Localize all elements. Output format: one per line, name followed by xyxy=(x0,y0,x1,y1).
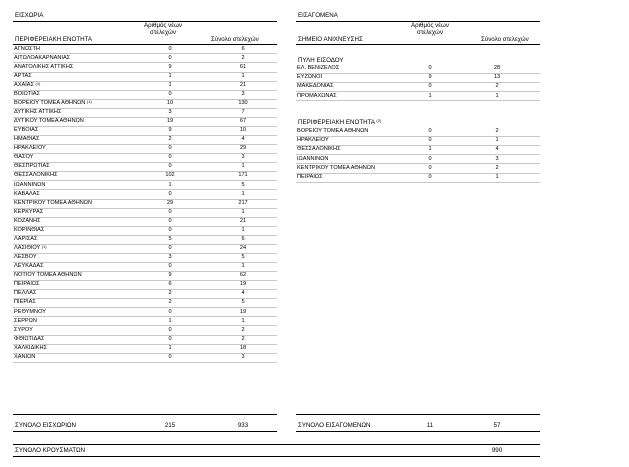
right-group1-row-name xyxy=(297,83,334,90)
left-row-new: 9 xyxy=(168,63,172,70)
left-row xyxy=(13,55,277,64)
left-row-total: 1 xyxy=(241,317,245,324)
right-group1-row xyxy=(296,83,540,92)
left-row-new: 0 xyxy=(168,353,172,360)
left-row-total: 6 xyxy=(241,45,245,52)
left-row-name xyxy=(14,172,58,179)
left-col-total-header: Σύνολο στελεχών xyxy=(211,36,259,43)
left-row-new: 1 xyxy=(168,72,172,79)
left-row-total: 7 xyxy=(241,108,245,115)
right-group2-row-total: 2 xyxy=(495,164,499,171)
left-row-name-text: ΒΟΡΕΙΟΥ ΤΟΜΕΑ ΑΘΗΝΩΝ xyxy=(14,99,86,106)
left-row xyxy=(13,136,277,145)
left-row-footnote: (1) xyxy=(41,244,47,250)
left-row-total: 3 xyxy=(241,154,245,161)
right-group1-row xyxy=(296,65,540,74)
right-total-label: ΣΥΝΟΛΟ ΕΙΣΑΓΟΜΕΝΩΝ xyxy=(298,422,371,429)
right-group2-row-total: 3 xyxy=(495,155,499,162)
left-row-new: 0 xyxy=(168,308,172,315)
right-group2-title xyxy=(298,119,381,126)
left-row-name-text: ΘΑΣΟΥ xyxy=(14,154,34,161)
left-row-name-text: ΑΝΑΤΟΛΙΚΗΣ ΑΤΤΙΚΗΣ xyxy=(14,63,74,70)
left-row-total: 4 xyxy=(241,136,245,143)
right-group1-row-total: 2 xyxy=(495,83,499,90)
left-row xyxy=(13,154,277,163)
left-row-name-text: ΒΟΙΩΤΙΑΣ xyxy=(14,90,40,97)
right-total-bottomline xyxy=(296,431,540,432)
left-row-name xyxy=(14,46,40,53)
left-row xyxy=(13,200,277,209)
right-group2-row-name-text: ΠΕΙΡΑΙΩΣ xyxy=(297,174,323,180)
left-row-name xyxy=(14,64,73,71)
left-row-new: 0 xyxy=(168,208,172,215)
left-row-total: 18 xyxy=(239,344,247,351)
grand-total-value: 990 xyxy=(491,447,503,454)
left-row-name xyxy=(14,254,37,261)
left-row-name xyxy=(14,91,40,98)
left-row xyxy=(13,272,277,281)
right-group2-row-name-text: ΙΩΑΝΝΙΝΩΝ xyxy=(297,155,329,162)
left-row xyxy=(13,345,277,354)
right-group2-row-new: 0 xyxy=(428,155,432,162)
left-row-total: 19 xyxy=(239,308,247,315)
left-row-name-text: ΑΓΝΩΣΤΗ xyxy=(14,45,40,52)
right-group1-row-name-text: ΜΑΚΕΔΟΝΙΑΣ xyxy=(297,83,334,90)
left-row-total: 1 xyxy=(241,72,245,79)
left-row-name-text: ΘΕΣΣΑΛΟΝΙΚΗΣ xyxy=(14,172,58,179)
left-row-name-text: ΝΟΤΙΟΥ ΤΟΜΕΑ ΑΘΗΝΩΝ xyxy=(14,272,82,279)
left-row-name xyxy=(14,309,46,316)
left-row-new: 1 xyxy=(168,317,172,324)
left-row-total: 2 xyxy=(241,54,245,61)
grand-total-topline xyxy=(13,444,540,445)
left-row-name-text: ΣΥΡΟΥ xyxy=(14,326,33,333)
left-row-name xyxy=(14,145,46,152)
right-group2-row xyxy=(296,146,540,155)
left-row-total: 130 xyxy=(238,99,248,106)
left-row-new: 0 xyxy=(168,145,172,152)
left-row-name-text: ΠΙΕΡΙΑΣ xyxy=(14,299,36,306)
left-row-total: 6 xyxy=(241,235,245,242)
left-row xyxy=(13,254,277,263)
left-row-new: 0 xyxy=(168,326,172,333)
grand-total-bottomline xyxy=(13,456,540,457)
right-group2-row xyxy=(296,156,540,165)
left-row-name xyxy=(14,272,82,279)
left-row-total: 62 xyxy=(239,272,247,279)
left-row-name xyxy=(14,118,84,125)
right-group2-row xyxy=(296,174,540,183)
left-col-new-line2: στελεχών xyxy=(150,29,176,36)
right-group2-row-name xyxy=(297,128,368,135)
left-row-total: 217 xyxy=(238,199,248,206)
left-row xyxy=(13,46,277,55)
left-row-total: 5 xyxy=(241,181,245,188)
left-row-name xyxy=(14,100,92,107)
left-row xyxy=(13,209,277,218)
left-row-total: 1 xyxy=(241,163,245,170)
right-group1-row-new: 1 xyxy=(428,92,432,99)
left-section-title: ΕΙΣΧΩΡΙΑ xyxy=(15,12,44,19)
left-row xyxy=(13,227,277,236)
right-group2-row-name xyxy=(297,156,328,163)
left-row-new: 2 xyxy=(168,290,172,297)
left-row-total: 67 xyxy=(239,118,247,125)
left-row-new: 0 xyxy=(168,335,172,342)
left-row-name xyxy=(14,281,40,288)
left-row-total: 5 xyxy=(241,254,245,261)
left-row-name xyxy=(14,109,61,116)
right-group2-row xyxy=(296,128,540,137)
right-group2-row-total: 1 xyxy=(495,174,499,180)
right-group1-row xyxy=(296,74,540,83)
left-row-name-text: ΛΑΡΙΣΑΣ xyxy=(14,235,38,242)
right-group2-row-name xyxy=(297,146,341,153)
right-group2-row-name-text: ΗΡΑΚΛΕΙΟΥ xyxy=(297,137,329,144)
right-group1-row-total: 13 xyxy=(493,74,501,81)
left-row-name-text: ΣΕΡΡΩΝ xyxy=(14,317,37,324)
left-row xyxy=(13,182,277,191)
left-row-name-text: ΑΙΤΩΛΟΑΚΑΡΝΑΝΙΑΣ xyxy=(14,54,71,61)
left-row-total: 5 xyxy=(241,299,245,306)
right-group2-footnote: (2) xyxy=(376,118,382,123)
left-row xyxy=(13,82,277,91)
left-row-name xyxy=(14,154,33,161)
left-row-name xyxy=(14,227,44,234)
left-row-total: 2 xyxy=(241,335,245,342)
left-row-name xyxy=(14,136,39,143)
left-row-name-text: ΚΕΡΚΥΡΑΣ xyxy=(14,208,44,215)
left-row xyxy=(13,109,277,118)
left-row-name xyxy=(14,200,92,207)
left-row-name xyxy=(14,163,50,170)
right-group1-row-total: 1 xyxy=(495,92,499,99)
left-row-name-text: ΧΑΛΚΙΔΙΚΗΣ xyxy=(14,344,48,351)
left-row-new: 3 xyxy=(168,254,172,261)
left-row xyxy=(13,191,277,200)
right-group2-row-total: 2 xyxy=(495,128,499,134)
grand-total-label: ΣΥΝΟΛΟ ΚΡΟΥΣΜΑΤΩΝ xyxy=(15,447,86,454)
left-row xyxy=(13,163,277,172)
left-row xyxy=(13,236,277,245)
left-row-total: 2 xyxy=(241,326,245,333)
left-row-new: 19 xyxy=(166,118,174,125)
left-total-new: 215 xyxy=(164,422,176,429)
left-row-name xyxy=(14,218,41,225)
left-row-new: 0 xyxy=(168,54,172,61)
left-row-new: 9 xyxy=(168,127,172,134)
left-row-name xyxy=(14,336,44,343)
left-row-total: 29 xyxy=(239,145,247,152)
left-row-total: 21 xyxy=(239,217,247,224)
left-row xyxy=(13,245,277,254)
right-group2-row-name-text: ΘΕΣΣΑΛΟΝΙΚΗΣ xyxy=(297,146,341,153)
left-row-new: 1 xyxy=(168,344,172,351)
left-row xyxy=(13,354,277,363)
left-row-name-text: ΚΟΖΑΝΗΣ xyxy=(14,217,41,224)
left-row-new: 9 xyxy=(168,272,172,279)
right-total-topline xyxy=(296,414,540,415)
left-row-new: 0 xyxy=(168,263,172,270)
left-row-new: 0 xyxy=(168,163,172,170)
right-group2-row-new: 0 xyxy=(428,137,432,144)
right-col-new-line1: Αριθμός νέων xyxy=(411,22,449,29)
left-row-name-text: ΡΕΘΥΜΝΟΥ xyxy=(14,308,46,315)
left-row-new: 29 xyxy=(166,199,174,206)
left-row-name-text: ΛΑΣΙΘΙΟΥ xyxy=(14,245,41,252)
left-row-total: 19 xyxy=(239,281,247,288)
left-row xyxy=(13,327,277,336)
left-row-new: 5 xyxy=(168,235,172,242)
right-group2-row-new: 1 xyxy=(428,146,432,153)
left-row xyxy=(13,118,277,127)
left-row xyxy=(13,336,277,345)
left-row-new: 2 xyxy=(168,136,172,143)
left-row-name xyxy=(14,318,37,325)
left-total-label: ΣΥΝΟΛΟ ΕΙΣΧΩΡΙΩΝ xyxy=(15,422,77,429)
left-row-name xyxy=(14,209,43,216)
left-row-name-text: ΧΑΝΙΩΝ xyxy=(14,353,36,360)
right-group1-title: ΠΥΛΗ ΕΙΣΟΔΟΥ xyxy=(298,57,344,64)
left-row-new: 0 xyxy=(168,190,172,197)
left-row-total: 61 xyxy=(239,63,247,70)
right-group1-row-name xyxy=(297,74,322,81)
right-col-new-header xyxy=(405,22,455,36)
left-row-new: 0 xyxy=(168,45,172,52)
left-row-new: 1 xyxy=(168,81,172,88)
right-group2-row-name-text: ΚΕΝΤΡΙΚΟΥ ΤΟΜΕΑ ΑΘΗΝΩΝ xyxy=(297,164,376,171)
left-row-name xyxy=(14,354,35,361)
left-row xyxy=(13,91,277,100)
right-group2-row-new: 0 xyxy=(428,174,432,180)
right-group1-row-name-text: ΠΡΟΜΑΧΩΝΑΣ xyxy=(297,92,337,99)
left-row-total: 3 xyxy=(241,353,245,360)
left-row-new: 6 xyxy=(168,281,172,288)
left-row-new: 0 xyxy=(168,154,172,161)
left-row xyxy=(13,263,277,272)
right-group1-row-name-text: ΕΛ. ΒΕΝΙΖΕΛΟΣ xyxy=(297,65,340,71)
right-header-underline xyxy=(296,44,540,45)
right-group2-row xyxy=(296,137,540,146)
right-col-new-line2: στελεχών xyxy=(417,29,443,36)
left-row-total: 3 xyxy=(241,90,245,97)
left-row-total: 1 xyxy=(241,190,245,197)
left-row xyxy=(13,309,277,318)
right-group1-row-new: 0 xyxy=(428,83,432,90)
left-row-name xyxy=(14,55,70,62)
left-row-name-text: ΔΥΤΙΚΗΣ ΑΤΤΙΚΗΣ xyxy=(14,108,62,115)
left-row-name xyxy=(14,263,44,270)
left-row-name-text: ΛΕΣΒΟΥ xyxy=(14,254,37,261)
left-row-name-text: ΔΥΤΙΚΟΥ ΤΟΜΕΑ ΑΘΗΝΩΝ xyxy=(14,118,84,125)
left-row-name xyxy=(14,290,36,297)
left-row-name xyxy=(14,245,47,252)
left-row xyxy=(13,73,277,82)
left-row xyxy=(13,145,277,154)
right-group2-row-total: 4 xyxy=(495,146,499,153)
left-row-new: 0 xyxy=(168,90,172,97)
right-col-total-header: Σύνολο στελεχών xyxy=(481,36,529,43)
left-row xyxy=(13,64,277,73)
right-group2-row-name xyxy=(297,165,375,172)
left-row-total: 1 xyxy=(241,263,245,270)
right-group1-row-total: 28 xyxy=(493,65,501,71)
right-group2-row-total: 1 xyxy=(495,137,499,144)
right-group1-row xyxy=(296,93,540,102)
right-group2-row-new: 0 xyxy=(428,128,432,134)
left-row-footnote: (1) xyxy=(35,80,41,86)
left-row-new: 1 xyxy=(168,181,172,188)
right-group2-title-text: ΠΕΡΙΦΕΡΕΙΑΚΗ ΕΝΟΤΗΤΑ xyxy=(298,119,375,126)
left-row-name-text: ΗΡΑΚΛΕΙΟΥ xyxy=(14,145,46,152)
left-row-name-text: ΦΘΙΩΤΙΔΑΣ xyxy=(14,335,45,342)
left-row-footnote: (1) xyxy=(86,98,92,104)
left-row-name xyxy=(14,345,47,352)
left-col-new-header xyxy=(138,22,188,36)
right-group2-row xyxy=(296,165,540,174)
left-row-name xyxy=(14,182,45,189)
left-row-name-text: ΑΡΤΑΣ xyxy=(14,72,32,79)
right-total-new: 11 xyxy=(426,422,434,429)
left-row xyxy=(13,218,277,227)
left-row-total: 171 xyxy=(238,172,248,179)
left-row-total: 1 xyxy=(241,226,245,233)
left-row-name-text: ΚΟΡΙΝΘΙΑΣ xyxy=(14,226,45,233)
left-row xyxy=(13,127,277,136)
right-group1-row-new: 0 xyxy=(428,65,432,71)
left-row-new: 2 xyxy=(168,299,172,306)
left-col-new-line1: Αριθμός νέων xyxy=(144,22,182,29)
right-col-point-header: ΣΗΜΕΙΟ ΑΝΙΧΝΕΥΣΗΣ xyxy=(298,36,363,43)
left-row-name xyxy=(14,327,33,334)
left-row xyxy=(13,281,277,290)
left-row xyxy=(13,299,277,308)
left-row-total: 10 xyxy=(239,127,247,134)
left-row-name-text: ΚΕΝΤΡΙΚΟΥ ΤΟΜΕΑ ΑΘΗΝΩΝ xyxy=(14,199,93,206)
left-row xyxy=(13,290,277,299)
right-group1-row-name-text: ΕΥΖΩΝΟΙ xyxy=(297,74,323,81)
left-row-total: 4 xyxy=(241,290,245,297)
left-row-name-text: ΕΥΒΟΙΑΣ xyxy=(14,127,39,134)
left-row-new: 0 xyxy=(168,245,172,252)
right-group1-row-name xyxy=(297,65,339,72)
left-row xyxy=(13,100,277,109)
left-row-name xyxy=(14,299,36,306)
right-section-title: ΕΙΣΑΓΟΜΕΝΑ xyxy=(298,12,338,19)
right-total-total: 57 xyxy=(493,422,501,429)
left-row-name-text: ΠΕΛΛΑΣ xyxy=(14,290,37,297)
left-row-name xyxy=(14,191,40,198)
left-row-name xyxy=(14,73,32,80)
right-group1-row-new: 9 xyxy=(428,74,432,81)
left-total-bottomline xyxy=(13,431,277,432)
left-row-name-text: ΘΕΣΠΡΩΤΙΑΣ xyxy=(14,163,50,170)
left-row-new: 0 xyxy=(168,217,172,224)
left-row-new: 102 xyxy=(165,172,175,179)
left-total-total: 933 xyxy=(237,422,249,429)
left-col-region-header: ΠΕΡΙΦΕΡΕΙΑΚΗ ΕΝΟΤΗΤΑ xyxy=(15,36,93,43)
left-row-name xyxy=(14,236,37,243)
left-row-new: 3 xyxy=(168,108,172,115)
left-row-name-text: ΙΩΑΝΝΙΝΩΝ xyxy=(14,181,46,188)
left-row xyxy=(13,172,277,181)
left-row-new: 10 xyxy=(166,99,174,106)
right-group2-row-name xyxy=(297,137,329,144)
left-row-name-text: ΛΕΥΚΑΔΑΣ xyxy=(14,263,44,270)
left-row-name-text: ΚΑΒΑΛΑΣ xyxy=(14,190,40,197)
left-row-new: 0 xyxy=(168,226,172,233)
left-row-name xyxy=(14,127,38,134)
left-row xyxy=(13,318,277,327)
right-group2-row-name xyxy=(297,174,323,181)
left-row-total: 24 xyxy=(239,245,247,252)
left-row-name xyxy=(14,82,40,89)
left-row-total: 1 xyxy=(241,208,245,215)
right-group2-row-new: 0 xyxy=(428,164,432,171)
left-row-name-text: ΑΧΑΪΑΣ xyxy=(14,81,34,88)
left-total-topline xyxy=(13,414,277,415)
left-row-name-text: ΠΕΙΡΑΙΩΣ xyxy=(14,281,40,288)
right-group1-row-name xyxy=(297,93,337,100)
left-row-name-text: ΗΜΑΘΙΑΣ xyxy=(14,136,40,143)
right-group2-row-name-text: ΒΟΡΕΙΟΥ ΤΟΜΕΑ ΑΘΗΝΩΝ xyxy=(297,128,369,134)
left-row-total: 21 xyxy=(239,81,247,88)
